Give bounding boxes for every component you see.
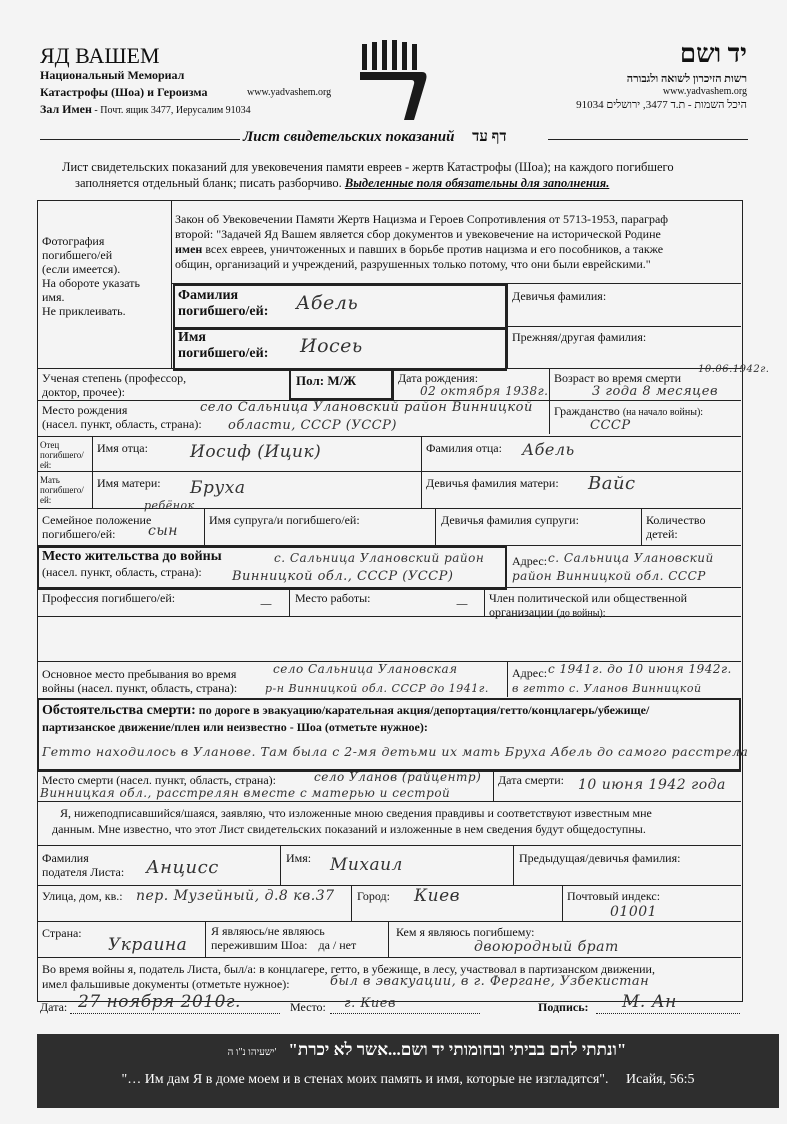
death-circ-label-line2: партизанское движение/плен или неизвестно - Шоа (отметьте нужное):	[42, 720, 428, 734]
residence-address-1: с. Сальница Улановский	[548, 551, 714, 565]
death-date-divider	[493, 769, 494, 801]
street-label: Улица, дом, кв.:	[42, 889, 123, 903]
wartime-submitter-line1: Во время войны я, податель Листа, был/а: в концлагере, гетто, в убежище, в лесу, участвовал в партизанском движении,	[42, 962, 655, 976]
death-place-label: Место смерти (насел. пункт, область, страна):	[42, 773, 276, 787]
marital-label	[42, 513, 151, 541]
wartime-submitter-value: был в эвакуации, в г. Фергане, Узбекистан	[330, 974, 650, 989]
survivor-label	[211, 924, 356, 952]
name-label	[178, 330, 268, 362]
other-surname-label: Прежняя/другая фамилия:	[512, 330, 647, 344]
workplace-label: Место работы:	[295, 591, 371, 605]
degree-label-1: Ученая степень (профессор,	[42, 371, 187, 385]
dob-label: Дата рождения:	[398, 371, 479, 385]
submitter-surname-label-2: подателя Листа:	[42, 865, 125, 879]
org-line2: Катастрофы (Шоа) и Героизма	[40, 85, 208, 99]
signature-rule	[596, 1013, 740, 1014]
mother-side-3: ей:	[40, 495, 52, 505]
website-left: www.yadvashem.org	[247, 87, 332, 98]
age-divider	[549, 368, 550, 434]
wartime-label-1: Основное место пребывания во время	[42, 667, 237, 681]
law-text	[175, 212, 735, 272]
postal-left: - Почт. ящик 3477, Иерусалим 91034	[91, 105, 251, 116]
wartime-value-1: село Сальница Улановская	[273, 662, 458, 676]
footer-russian	[43, 1072, 773, 1088]
age-value: 3 года 8 месяцев	[592, 384, 719, 399]
country-label: Страна:	[42, 926, 82, 940]
declaration	[52, 805, 652, 837]
law-l3-rest: всех евреев, уничтоженных и павших в борьбе против нацизма и его пособников, а также	[202, 242, 664, 256]
father-name-value: Иосиф (Ицик)	[190, 442, 322, 462]
photo-note-l4: На обороте указать	[42, 276, 140, 290]
mother-name-value: Бруха	[190, 478, 246, 498]
father-side-3: ей:	[40, 460, 52, 470]
sign-date-rule	[70, 1013, 280, 1014]
street-value: пер. Музейный, д.8 кв.37	[136, 888, 335, 904]
footer-hebrew-ref: ישעיהו נ"ו ה'	[227, 1047, 277, 1058]
member-label-2: организации	[489, 605, 554, 619]
photo-note-l5: имя.	[42, 290, 65, 304]
relation-divider	[388, 921, 389, 957]
photo-note-l2: погибшего/ей	[42, 248, 113, 262]
citizenship-note: (на начало войны):	[622, 407, 704, 418]
submitter-surname-label	[42, 851, 124, 879]
survivor-label-2: пережившим Шоа:	[211, 938, 308, 952]
yad-vashem-logo	[356, 40, 432, 124]
mother-maiden-value: Вайс	[588, 473, 636, 494]
father-divider	[92, 436, 93, 508]
mother-maiden-label: Девичья фамилия матери:	[426, 476, 559, 490]
spouse-divider	[204, 508, 205, 545]
relation-value: двоюродный брат	[474, 939, 619, 955]
submitter-surname-value: Анцисс	[146, 857, 219, 878]
photo-divider	[171, 200, 172, 368]
mother-side-2: погибшего/	[40, 485, 84, 495]
postal-label: Почтовый индекс:	[567, 889, 661, 903]
surname-label-2: погибшего/ей:	[178, 304, 269, 319]
residence-address-label: Адрес:	[512, 554, 548, 568]
submitter-name-value: Михаил	[330, 855, 403, 875]
death-circ-label-rest: по дороге в эвакуацию/карательная акция/депортация/гетто/концлагерь/убежище/	[195, 703, 650, 717]
rule-profession-top	[37, 587, 741, 588]
marital-label-1: Семейное положение	[42, 513, 152, 527]
submitter-prev-divider	[513, 845, 514, 885]
residence-value-2: Винницкой обл., СССР (УССР)	[232, 569, 454, 584]
children-label	[646, 513, 705, 541]
mother-side-1: Мать	[40, 475, 60, 485]
law-l2: второй: "Задачей Яд Вашем является сбор документов и увековечение на исторической Родине	[175, 227, 661, 241]
form-title-he: דף עד	[472, 129, 507, 145]
death-place-value-1: село Уланов (райцентр)	[314, 770, 482, 784]
death-date-value: 10 июня 1942 года	[578, 777, 726, 793]
surname-label-1: Фамилия	[178, 288, 239, 303]
survivor-value[interactable]: да / нет	[318, 938, 357, 952]
profession-label: Профессия погибшего/ей:	[42, 591, 176, 605]
birthplace-label	[42, 403, 202, 431]
sex-label: Пол: М/Ж	[296, 373, 357, 388]
footer-russian-quote: "… Им дам Я в доме моем и в стенах моих память и имя, которые не изгладятся".	[121, 1072, 609, 1087]
survivor-divider	[205, 921, 206, 957]
org-line1: Национальный Мемориал	[40, 68, 185, 82]
sign-place-value: г. Киев	[344, 996, 397, 1011]
city-value: Киев	[414, 886, 461, 906]
maiden-label: Девичья фамилия:	[512, 289, 607, 303]
declaration-line1: Я, нижеподписавшийся/шаяся, заявляю, что изложенные мною сведения правдивы и соответствуют известным мне	[60, 806, 652, 820]
rule-submitter-top	[37, 845, 741, 846]
degree-label-2: доктор, прочее):	[42, 385, 125, 399]
rule-mother-top	[37, 471, 741, 472]
title-rule-left	[40, 139, 240, 140]
form-title-ru: Лист свидетельских показаний	[243, 129, 455, 145]
law-l1: Закон об Увековечении Памяти Жертв Нацизма и Героев Сопротивления от 5713-1953, параграф	[175, 212, 669, 226]
birthplace-value-2: области, СССР (УССР)	[228, 418, 397, 433]
survivor-label-1: Я являюсь/не являюсь	[211, 924, 325, 938]
postal-divider	[562, 885, 563, 921]
workplace-value: —	[456, 597, 469, 611]
name-label-1: Имя	[178, 330, 206, 345]
rule-other-surname	[507, 326, 741, 327]
website-right: www.yadvashem.org	[662, 86, 747, 97]
father-surname-label: Фамилия отца:	[426, 441, 502, 455]
footer-band	[37, 1034, 779, 1108]
father-name-label: Имя отца:	[97, 441, 148, 455]
age-date-value: 10.06.1942г.	[698, 364, 770, 375]
spouse-maiden-label: Девичья фамилия супруги:	[441, 513, 579, 527]
form-title	[243, 129, 507, 146]
intro-line2-emph: Выделенные поля обязательны для заполнения.	[344, 176, 610, 190]
father-surname-divider	[421, 436, 422, 508]
father-side	[40, 440, 84, 470]
dob-divider	[393, 368, 394, 400]
marital-label-2: погибшего/ей:	[42, 527, 116, 541]
submitter-name-label: Имя:	[286, 851, 312, 865]
birthplace-label-1: Место рождения	[42, 403, 128, 417]
intro-line2	[75, 176, 609, 191]
country-value: Украина	[108, 935, 188, 955]
spouse-maiden-divider	[435, 508, 436, 545]
photo-note-l3: (если имеется).	[42, 262, 121, 276]
submitter-name-divider	[280, 845, 281, 885]
children-divider	[641, 508, 642, 545]
submitter-surname-label-1: Фамилия	[42, 851, 89, 865]
death-circ-label-bold: Обстоятельства смерти:	[42, 703, 196, 718]
marital-value-top: ребёнок	[144, 499, 195, 512]
wartime-submitter-line2: имел фальшивые документы (отметьте нужное):	[42, 977, 290, 991]
residence-label	[42, 549, 222, 579]
residence-label-1: Место жительства до войны	[42, 549, 222, 564]
degree-label	[42, 371, 186, 399]
photo-note	[42, 234, 140, 318]
citizenship-label-text: Гражданство	[554, 404, 620, 418]
postal-value: 01001	[610, 904, 658, 920]
dob-value: 02 октября 1938г.	[420, 384, 549, 398]
wartime-address-2: в гетто с. Уланов Винницкой	[512, 682, 702, 695]
member-divider	[484, 587, 485, 616]
photo-note-l6: Не приклеивать.	[42, 304, 126, 318]
relation-label: Кем я являюсь погибшему:	[396, 925, 535, 939]
marital-value: сын	[148, 523, 178, 539]
law-l3-bold: имен	[175, 242, 203, 256]
rule-blank-top	[37, 616, 741, 617]
birthplace-label-2: (насел. пункт, область, страна):	[42, 417, 202, 431]
wartime-value-2: р-н Винницкой обл. СССР до 1941г.	[265, 682, 489, 695]
sign-date-label: Дата:	[40, 1000, 68, 1014]
rule-country-top	[37, 921, 741, 922]
birthplace-value-1: село Сальница Улановский район Винницкой	[200, 400, 533, 415]
rule-street-top	[37, 885, 741, 886]
wartime-address-divider	[507, 661, 508, 697]
sign-date-value: 27 ноября 2010г.	[78, 992, 241, 1012]
children-label-2: детей:	[646, 527, 678, 541]
city-divider	[351, 885, 352, 921]
member-label-1: Член политической или общественной	[489, 591, 688, 605]
profession-value: —	[260, 597, 273, 611]
signature-value: М. Ан	[622, 992, 677, 1012]
rule-wartime-submitter-top	[37, 957, 741, 958]
death-circ-label	[42, 702, 649, 735]
residence-address-2: район Винницкой обл. СССР	[512, 569, 706, 583]
mother-name-label: Имя матери:	[97, 476, 161, 490]
father-side-2: погибшего/	[40, 450, 84, 460]
footer-russian-ref: Исайя, 56:5	[625, 1072, 695, 1087]
wartime-address-1: с 1941г. до 10 июня 1942г.	[548, 662, 732, 676]
sign-place-label: Место:	[290, 1000, 326, 1014]
mother-side	[40, 475, 84, 505]
hebrew-title: יד ושם	[679, 39, 747, 68]
title-rule-right	[548, 139, 748, 140]
residence-value-1: с. Сальница Улановский район	[274, 551, 485, 565]
footer-hebrew-quote: "ונתתי להם בביתי ובחומותי יד ושם...אשר לא יכרת"	[288, 1040, 627, 1059]
name-label-2: погибшего/ей:	[178, 346, 269, 361]
father-side-1: Отец	[40, 440, 60, 450]
rule-marital-top	[37, 508, 741, 509]
age-label: Возраст во время смерти	[554, 371, 682, 385]
death-date-label: Дата смерти:	[498, 773, 565, 787]
wartime-label-2: войны (насел. пункт, область, страна):	[42, 681, 238, 695]
name-value: Иосеь	[300, 335, 363, 357]
intro-line2-text: заполняется отдельный бланк; писать разборчиво.	[75, 176, 342, 190]
city-label: Город:	[357, 889, 390, 903]
surname-label	[178, 288, 268, 320]
wartime-label	[42, 667, 237, 695]
rule-father-top	[37, 436, 741, 437]
law-l4: общин, организаций и учреждений, разрушенных только потому, что они были еврейскими."	[175, 257, 651, 271]
law-l3	[175, 242, 735, 257]
rule-declaration-top	[37, 801, 741, 802]
photo-note-l1: Фотография	[42, 234, 105, 248]
org-title: ЯД ВАШЕМ	[40, 43, 160, 68]
hall-names-line	[40, 102, 251, 117]
death-circ-value: Гетто находилось в Уланове. Там была с 2-мя детьми их мать Бруха Абель до самого расстрела	[42, 744, 749, 759]
hebrew-line1: רשות הזיכרון לשואה ולגבורה	[626, 73, 747, 85]
death-place-value-2: Винницкая обл., расстрелян вместе с матерью и сестрой	[40, 786, 451, 800]
member-note: (до войны):	[556, 608, 606, 619]
sign-place-rule	[330, 1013, 480, 1014]
intro-line1: Лист свидетельских показаний для увековечения памяти евреев - жертв Катастрофы (Шоа); на каждого погибшего	[62, 160, 674, 174]
residence-label-2: (насел. пункт, область, страна):	[42, 565, 202, 579]
children-label-1: Количество	[646, 513, 706, 527]
hebrew-line2: היכל השמות - ת.ד 3477, ירושלים 91034	[576, 99, 747, 111]
signature-label: Подпись:	[538, 1000, 589, 1014]
submitter-prev-label: Предыдущая/девичья фамилия:	[519, 851, 681, 865]
hall-names: Зал Имен	[40, 102, 92, 116]
declaration-line2: данным. Мне известно, что этот Лист свидетельских показаний и изложенные в нем сведения будут общедоступны.	[52, 822, 646, 836]
citizenship-value: СССР	[590, 418, 631, 433]
surname-value: Абель	[296, 292, 359, 314]
wartime-address-label: Адрес:	[512, 666, 548, 680]
footer-hebrew	[157, 1040, 697, 1060]
workplace-divider	[289, 587, 290, 616]
father-surname-value: Абель	[522, 440, 575, 459]
spouse-name-label: Имя супруга/и погибшего/ей:	[209, 513, 360, 527]
